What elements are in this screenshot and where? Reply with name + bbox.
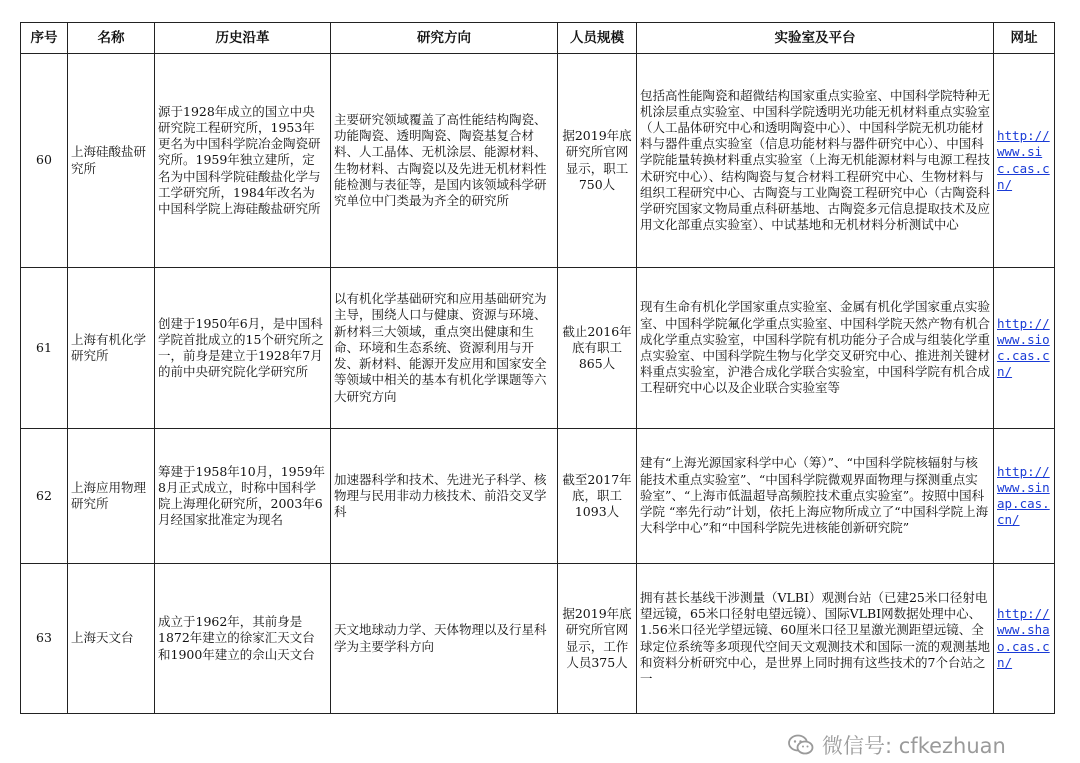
watermark — [788, 730, 1006, 760]
header-history: 历史沿革 — [155, 23, 331, 54]
cell-no: 61 — [21, 268, 68, 429]
watermark-text: 微信号: cfkezhuan — [822, 734, 1006, 758]
wechat-icon — [788, 734, 814, 756]
cell-staff: 据2019年底研究所官网显示，职工750人 — [558, 54, 637, 268]
institutes-table — [20, 22, 1055, 714]
table-row — [21, 429, 1055, 564]
table-row — [21, 564, 1055, 714]
cell-labs: 现有生命有机化学国家重点实验室、金属有机化学国家重点实验室、中国科学院氟化学重点实验室、中国科学院天然产物有机合成化学重点实验室，中国科学院有机功能分子合成与组装化学重点实验室、中国科学院生物与化学交叉研究中心、推进剂关键材料重点实验室，沪港合成化学联合实验室，中国科学院有机合成工程研究中心以及企业联合实验室等 — [637, 268, 994, 429]
cell-name: 上海天文台 — [68, 564, 155, 714]
header-url: 网址 — [994, 23, 1055, 54]
cell-url — [994, 54, 1055, 268]
header-row — [21, 23, 1055, 54]
cell-name: 上海硅酸盐研究所 — [68, 54, 155, 268]
header-no: 序号 — [21, 23, 68, 54]
cell-research: 天文地球动力学、天体物理以及行星科学为主要学科方向 — [331, 564, 558, 714]
url-link[interactable]: http://www.sinap.cas.cn/ — [997, 463, 1050, 528]
cell-labs: 建有“上海光源国家科学中心（筹）”、“中国科学院核辐射与核能技术重点实验室”、“中国科学院微观界面物理与探测重点实验室”、“上海市低温超导高频腔技术重点实验室”。按照中国科学院 “率先行动”计划，依托上海应物所成立了“中国科学院上海大科学中心”和“中国科学院先进核能创新研究院” — [637, 429, 994, 564]
cell-history: 筹建于1958年10月，1959年8月正式成立，时称中国科学院上海理化研究所，2003年6月经国家批准定为现名 — [155, 429, 331, 564]
cell-history: 源于1928年成立的国立中央研究院工程研究所，1953年更名为中国科学院冶金陶瓷研究所。1959年独立建所，定名为中国科学院硅酸盐化学与工学研究所，1984年改名为中国科学院上海硅酸盐研究所 — [155, 54, 331, 268]
header-staff: 人员规模 — [558, 23, 637, 54]
cell-research: 加速器科学和技术、先进光子科学、核物理与民用非动力核技术、前沿交叉学科 — [331, 429, 558, 564]
cell-name: 上海应用物理研究所 — [68, 429, 155, 564]
cell-no: 60 — [21, 54, 68, 268]
cell-staff: 截止2016年底有职工865人 — [558, 268, 637, 429]
cell-research: 以有机化学基础研究和应用基础研究为主导，围绕人口与健康、资源与环境、新材料三大领域，重点突出健康和生命、环境和生态系统、资源利用与开发、新材料、能源开发应用和国家安全等领域中相关的基本有机化学课题等六大研究方向 — [331, 268, 558, 429]
url-link[interactable]: http://www.sioc.cas.cn/ — [997, 315, 1050, 380]
url-link[interactable]: http://www.shao.cas.cn/ — [997, 606, 1050, 670]
cell-no: 62 — [21, 429, 68, 564]
cell-research: 主要研究领域覆盖了高性能结构陶瓷、功能陶瓷、透明陶瓷、陶瓷基复合材料、人工晶体、无机涂层、能源材料、生物材料、古陶瓷以及先进无机材料性能检测与表征等，是国内该领域科学研究单位中门类最为齐全的研究所 — [331, 54, 558, 268]
cell-labs: 拥有甚长基线干涉测量（VLBI）观测台站（已建25米口径射电望远镜，65米口径射电望远镜）、国际VLBI网数据处理中心、1.56米口径光学望远镜、60厘米口径卫星激光测距望远镜、全球定位系统等多项现代空间天文观测技术和国际一流的观测基地和资料分析研究中心，是世界上同时拥有这些技术的7个台站之一 — [637, 564, 994, 714]
cell-url — [994, 268, 1055, 429]
header-labs: 实验室及平台 — [637, 23, 994, 54]
cell-no: 63 — [21, 564, 68, 714]
cell-url — [994, 429, 1055, 564]
header-research: 研究方向 — [331, 23, 558, 54]
cell-history: 成立于1962年，其前身是1872年建立的徐家汇天文台和1900年建立的佘山天文台 — [155, 564, 331, 714]
header-name: 名称 — [68, 23, 155, 54]
cell-labs: 包括高性能陶瓷和超微结构国家重点实验室、中国科学院特种无机涂层重点实验室、中国科学院透明光功能无机材料重点实验室（人工晶体研究中心和透明陶瓷中心）、中国科学院无机功能材料与器件重点实验室（信息功能材料与器件研究中心）、中国科学院能量转换材料重点实验室（上海无机能源材料与电源工程技术研究中心）、结构陶瓷与复合材料工程研究中心、生物材料与组织工程研究中心、古陶瓷与工业陶瓷工程研究中心（古陶瓷科学研究国家文物局重点科研基地、古陶瓷多元信息提取技术及应用文化部重点实验室）、中试基地和无机材料分析测试中心 — [637, 54, 994, 268]
url-link[interactable]: http://www.sic.cas.cn/ — [997, 128, 1050, 192]
table-row — [21, 268, 1055, 429]
cell-url — [994, 564, 1055, 714]
cell-staff: 据2019年底研究所官网显示，工作人员375人 — [558, 564, 637, 714]
cell-history: 创建于1950年6月，是中国科学院首批成立的15个研究所之一，前身是建立于1928年7月的前中央研究院化学研究所 — [155, 268, 331, 429]
table-row — [21, 54, 1055, 268]
cell-name: 上海有机化学研究所 — [68, 268, 155, 429]
cell-staff: 截至2017年底，职工1093人 — [558, 429, 637, 564]
